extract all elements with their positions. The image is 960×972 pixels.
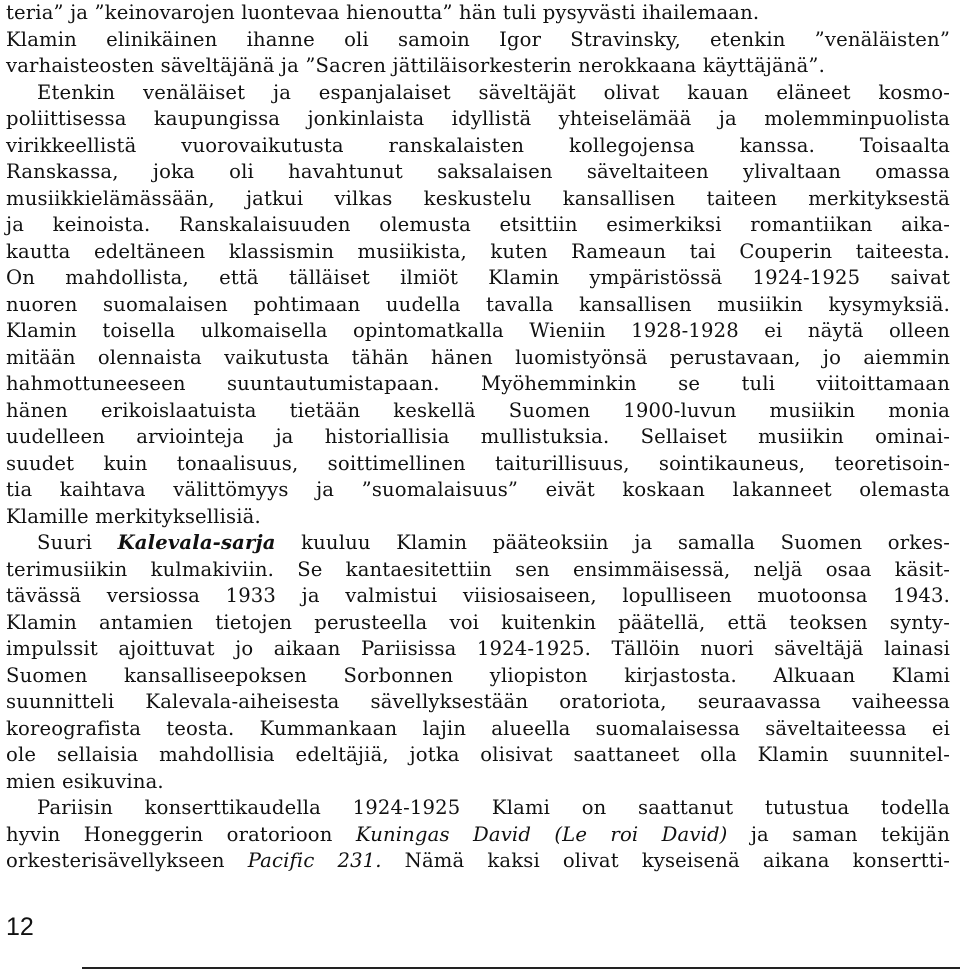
- text-line: [6, 663, 950, 690]
- text-line: [6, 80, 950, 107]
- text-line: [6, 0, 950, 27]
- text-segment: poliittisessa kaupungissa jonkinlaista idyllistä yhteiselämää ja molemminpuolista: [6, 107, 950, 130]
- text-segment: tia kaihtava välittömyys ja ”suomalaisuus” eivät koskaan lakanneet olemasta: [6, 478, 950, 501]
- text-segment: impulssit ajoittuvat jo aikaan Pariisissa 1924-1925. Tällöin nuori säveltäjä lainasi: [6, 637, 950, 660]
- text-line: [6, 583, 950, 610]
- text-segment: orkesterisävellykseen: [6, 849, 248, 872]
- text-segment: musiikkielämässään, jatkui vilkas keskustelu kansallisen taiteen merkityksestä: [6, 186, 950, 210]
- text-line: [6, 848, 950, 875]
- text-line: [6, 27, 950, 54]
- text-segment: mitään olennaista vaikutusta tähän hänen luomistyönsä perustavaan, jo aiemmin: [6, 345, 950, 369]
- text-line: [6, 557, 950, 584]
- text-line: [6, 477, 950, 504]
- text-segment: Nämä kaksi olivat kyseisenä aikana konsertti-: [381, 849, 951, 872]
- page-body-text: [6, 0, 950, 875]
- bold-italic-title: Kalevala-sarja: [117, 531, 276, 554]
- text-line: [6, 822, 950, 849]
- text-line: [6, 239, 950, 266]
- text-segment: ja saman tekijän: [727, 822, 950, 846]
- text-line: [6, 610, 950, 637]
- text-segment: nuoren suomalaisen pohtimaan uudella tavalla kansallisen musiikin kysymyksiä.: [6, 292, 950, 316]
- text-line: [6, 636, 950, 663]
- text-segment: ole sellaisia mahdollisia edeltäjiä, jotka olisivat saattaneet olla Klamin suunnitel-: [6, 743, 950, 766]
- text-segment: Suomen kansalliseepoksen Sorbonnen yliopiston kirjastosta. Alkuaan Klami: [6, 663, 950, 687]
- text-segment: On mahdollista, että tälläiset ilmiöt Klamin ympäristössä 1924-1925 saivat: [6, 266, 950, 289]
- text-segment: teria” ja ”keinovarojen luontevaa hienoutta” hän tuli pysyvästi ihailemaan.: [6, 1, 760, 24]
- text-line: [6, 292, 950, 319]
- text-segment: Suuri: [37, 531, 118, 554]
- text-segment: varhaisteosten säveltäjänä ja ”Sacren jättiläisorkesterin nerokkaana käyttäjänä”.: [6, 54, 825, 77]
- text-segment: Klamin toisella ulkomaisella opintomatkalla Wieniin 1928-1928 ei näytä olleen: [6, 319, 950, 342]
- text-line: [6, 53, 950, 80]
- text-line: [6, 689, 950, 716]
- text-segment: Etenkin venäläiset ja espanjalaiset säveltäjät olivat kauan eläneet kosmo-: [37, 80, 950, 104]
- text-segment: Ranskassa, joka oli havahtunut saksalaisen säveltaiteen ylivaltaan omassa: [6, 160, 950, 183]
- text-segment: kautta edeltäneen klassismin musiikista, kuten Rameaun tai Couperin taiteesta.: [6, 239, 950, 263]
- text-line: [6, 133, 950, 160]
- text-line: [6, 398, 950, 425]
- text-segment: hänen erikoislaatuista tietään keskellä Suomen 1900-luvun musiikin monia: [6, 398, 950, 422]
- text-line: [6, 716, 950, 743]
- text-segment: suunnitteli Kalevala-aiheisesta sävellyksestään oratoriota, seuraavassa vaiheessa: [6, 690, 950, 713]
- text-line: [6, 371, 950, 398]
- text-line: [6, 795, 950, 822]
- text-segment: mien esikuvina.: [6, 769, 164, 793]
- text-segment: tävässä versiossa 1933 ja valmistui viisiosaiseen, lopulliseen muotoonsa 1943.: [6, 584, 950, 607]
- text-segment: Klamille merkityksellisiä.: [6, 504, 261, 528]
- text-segment: ja keinoista. Ranskalaisuuden olemusta etsittiin esimerkiksi romantiikan aika-: [6, 213, 950, 236]
- text-segment: Klamin antamien tietojen perusteella voi kuitenkin päätellä, että teoksen synty-: [6, 610, 950, 634]
- italic-title: Kuningas David (Le roi David): [355, 822, 728, 846]
- text-segment: terimusiikin kulmakiviin. Se kantaesitettiin sen ensimmäisessä, neljä osaa käsit-: [6, 557, 950, 581]
- text-segment: kuuluu Klamin pääteoksiin ja samalla Suomen orkes-: [275, 531, 950, 554]
- text-line: [6, 212, 950, 239]
- text-segment: hahmottuneeseen suuntautumistapaan. Myöhemminkin se tuli viitoittamaan: [6, 372, 950, 395]
- text-segment: uudelleen arviointeja ja historiallisia mullistuksia. Sellaiset musiikin ominai-: [6, 425, 950, 448]
- text-line: [6, 159, 950, 186]
- text-segment: suudet kuin tonaalisuus, soittimellinen taiturillisuus, sointikauneus, teoretisoin-: [6, 451, 950, 475]
- page-number: 12: [6, 913, 34, 941]
- text-segment: Klamin elinikäinen ihanne oli samoin Igor Stravinsky, etenkin ”venäläisten”: [6, 27, 950, 51]
- text-line: [6, 106, 950, 133]
- text-line: [6, 451, 950, 478]
- text-segment: koreografista teosta. Kummankaan lajin alueella suomalaisessa säveltaiteessa ei: [6, 716, 950, 740]
- text-line: [6, 769, 950, 796]
- text-segment: hyvin Honeggerin oratorioon: [6, 822, 356, 846]
- text-line: [6, 530, 950, 557]
- text-line: [6, 345, 950, 372]
- text-line: [6, 504, 950, 531]
- text-line: [6, 265, 950, 292]
- footer-rule: [82, 967, 960, 969]
- text-segment: virikkeellistä vuorovaikutusta ranskalaisten kollegojensa kanssa. Toisaalta: [6, 133, 950, 157]
- text-segment: Pariisin konserttikaudella 1924-1925 Klami on saattanut tutustua todella: [37, 796, 950, 819]
- text-line: [6, 186, 950, 213]
- text-line: [6, 742, 950, 769]
- text-line: [6, 318, 950, 345]
- italic-title: Pacific 231.: [247, 849, 382, 872]
- text-line: [6, 424, 950, 451]
